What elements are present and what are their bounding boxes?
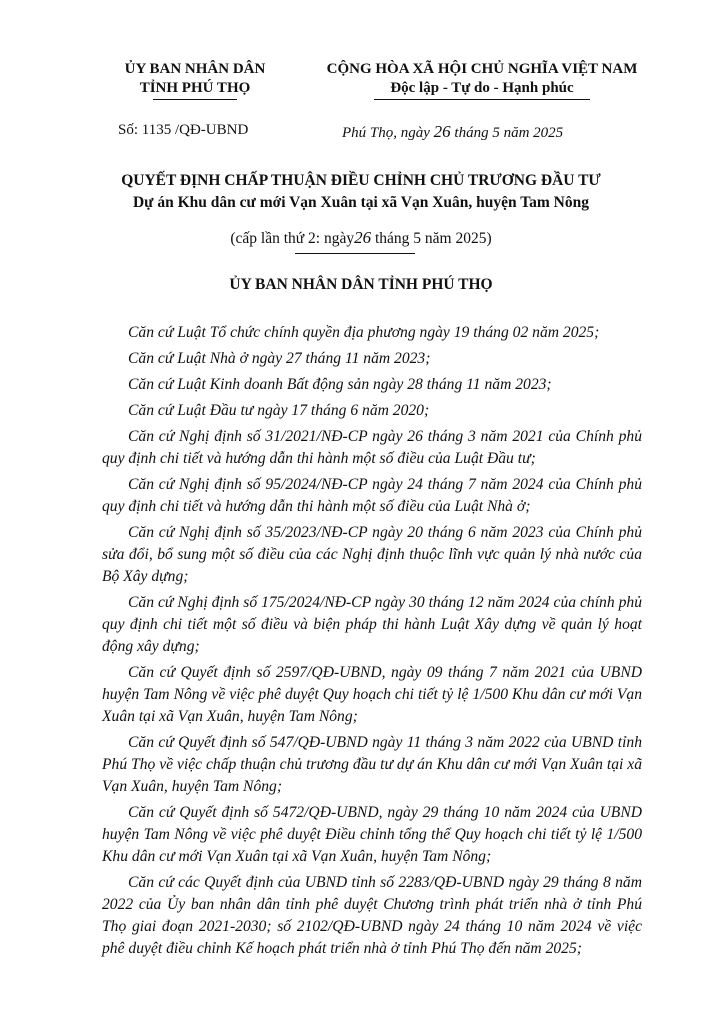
subtitle-underline: [295, 253, 415, 254]
legal-basis-item: Căn cứ Luật Nhà ở ngày 27 tháng 11 năm 2023;: [128, 350, 431, 367]
legal-basis-item: Căn cứ Nghị định số 175/2024/NĐ-CP ngày 30 tháng 12 năm 2024 của chính phủ quy định chi tiết một số điều và biện pháp thi hành Luật Xây dựng về quản lý hoạt động xây dựng;: [102, 594, 642, 655]
country-name: CỘNG HÒA XÃ HỘI CHỦ NGHĨA VIỆT NAM: [326, 61, 638, 77]
issuing-authority: [100, 60, 290, 100]
motto: Độc lập - Tự do - Hạnh phúc: [390, 80, 574, 96]
authority-underline: [153, 99, 237, 100]
authority-line-1: ỦY BAN NHÂN DÂN: [124, 61, 266, 77]
document-date: [342, 122, 563, 142]
legal-basis-item: Căn cứ Nghị định số 31/2021/NĐ-CP ngày 26 tháng 3 năm 2021 của Chính phủ quy định chi tiết và hướng dẫn thi hành một số điều của Luật Đầu tư;: [102, 428, 642, 467]
authority-line-2: TỈNH PHÚ THỌ: [139, 80, 251, 96]
legal-basis-item: Căn cứ Luật Tổ chức chính quyền địa phương ngày 19 tháng 02 năm 2025;: [128, 324, 600, 341]
subtitle-suffix: tháng 5 năm 2025): [371, 230, 492, 247]
authority-heading: ỦY BAN NHÂN DÂN TỈNH PHÚ THỌ: [229, 276, 493, 293]
legal-bases: [102, 322, 642, 964]
legal-basis-item: Căn cứ Quyết định số 5472/QĐ-UBND, ngày 29 tháng 10 năm 2024 của UBND huyện Tam Nông về việc phê duyệt Điều chỉnh tổng thể Quy hoạch chi tiết tỷ lệ 1/500 Khu dân cư mới Vạn Xuân tại xã Vạn Xuân, huyện Tam Nông;: [102, 804, 642, 865]
legal-basis-item: Căn cứ Nghị định số 35/2023/NĐ-CP ngày 20 tháng 6 năm 2023 của Chính phủ sửa đổi, bổ sung một số điều của các Nghị định thuộc lĩnh vực quản lý nhà nước của Bộ Xây dựng;: [102, 524, 642, 585]
legal-basis-item: Căn cứ các Quyết định của UBND tỉnh số 2283/QĐ-UBND ngày 29 tháng 8 năm 2022 của Ủy ban nhân dân tỉnh phê duyệt Chương trình phát triển nhà ở tỉnh Phú Thọ giai đoạn 2021-2030; số 2102/QĐ-UBND ngày 24 tháng 10 năm 2024 về việc phê duyệt điều chỉnh Kế hoạch phát triển nhà ở tỉnh Phú Thọ đến năm 2025;: [102, 874, 642, 957]
decision-title: QUYẾT ĐỊNH CHẤP THUẬN ĐIỀU CHỈNH CHỦ TRƯƠNG ĐẦU TƯ: [121, 172, 601, 189]
legal-basis-item: Căn cứ Luật Đầu tư ngày 17 tháng 6 năm 2020;: [128, 402, 430, 419]
date-suffix: tháng 5 năm 2025: [450, 125, 564, 141]
legal-basis-item: Căn cứ Luật Kinh doanh Bất động sản ngày 28 tháng 11 năm 2023;: [128, 376, 552, 393]
project-title: Dự án Khu dân cư mới Vạn Xuân tại xã Vạn Xuân, huyện Tam Nông: [132, 194, 590, 211]
motto-underline: [374, 99, 590, 100]
subtitle-prefix: (cấp lần thứ 2: ngày: [230, 230, 355, 247]
issue-subtitle: [0, 228, 722, 248]
legal-basis-item: Căn cứ Quyết định số 547/QĐ-UBND ngày 11 tháng 3 năm 2022 của UBND tỉnh Phú Thọ về việc chấp thuận chủ trương đầu tư dự án Khu dân cư mới Vạn Xuân tại xã Vạn Xuân, huyện Tam Nông;: [102, 734, 642, 795]
date-day: 26: [433, 122, 451, 141]
legal-basis-item: Căn cứ Quyết định số 2597/QĐ-UBND, ngày 09 tháng 7 năm 2021 của UBND huyện Tam Nông về việc phê duyệt Quy hoạch chi tiết tỷ lệ 1/500 Khu dân cư mới Vạn Xuân tại xã Vạn Xuân, huyện Tam Nông;: [102, 664, 642, 725]
national-motto: [292, 60, 672, 100]
subtitle-day: 26: [354, 228, 372, 247]
date-prefix: Phú Thọ, ngày: [342, 125, 434, 141]
document-number: Số: 1135 /QĐ-UBND: [118, 122, 249, 138]
legal-basis-item: Căn cứ Nghị định số 95/2024/NĐ-CP ngày 24 tháng 7 năm 2024 của Chính phủ quy định chi tiết và hướng dẫn thi hành một số điều của Luật Nhà ở;: [102, 476, 642, 515]
